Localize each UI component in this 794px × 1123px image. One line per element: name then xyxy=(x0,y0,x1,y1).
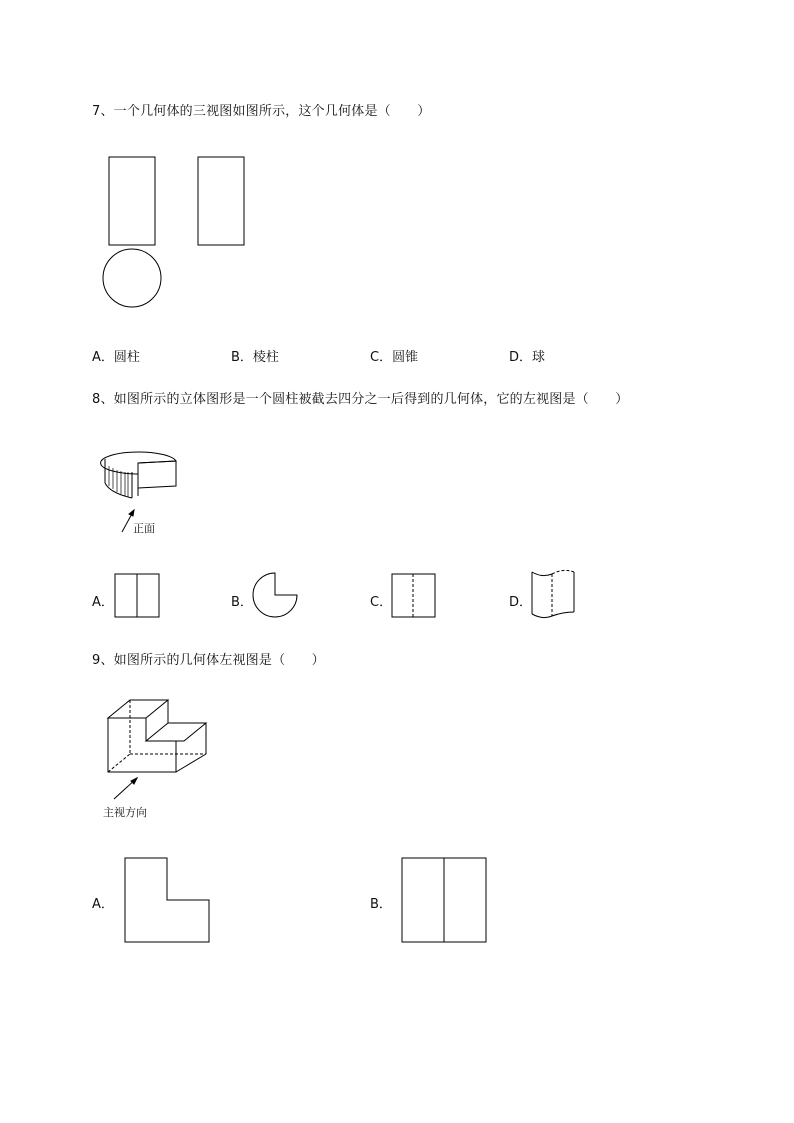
q7-side-view-rect xyxy=(198,157,244,245)
q7-option-a-text: 圆柱 xyxy=(113,350,140,365)
q7-option-a[interactable] xyxy=(92,346,140,365)
question-7-text: 7、一个几何体的三视图如图所示，这个几何体是（ ） xyxy=(92,104,431,119)
q8-option-a-letter[interactable]: A． xyxy=(92,595,114,610)
q7-option-c[interactable] xyxy=(370,346,418,365)
q9-option-b-figure[interactable] xyxy=(401,857,489,945)
q8-option-b-figure[interactable] xyxy=(252,572,300,620)
q8-figure-caption: 正面 xyxy=(133,522,155,535)
q9-option-a-figure[interactable] xyxy=(124,857,212,945)
q8-option-d-figure[interactable] xyxy=(530,568,578,622)
q7-option-b-text: 棱柱 xyxy=(252,350,279,365)
q8-option-b-letter[interactable]: B． xyxy=(231,595,253,610)
q9-figure-caption: 主视方向 xyxy=(103,806,147,819)
q7-option-c-text: 圆锥 xyxy=(392,350,419,365)
q7-option-c-letter: C． xyxy=(370,350,393,365)
q7-top-view-circle xyxy=(103,249,161,307)
q7-option-b[interactable] xyxy=(231,346,279,365)
q8-option-d-letter[interactable]: D． xyxy=(509,595,533,610)
q9-option-b-letter[interactable]: B． xyxy=(370,897,392,912)
q7-option-d[interactable] xyxy=(509,346,545,365)
q9-option-a-letter[interactable]: A． xyxy=(92,897,114,912)
q8-option-a-figure[interactable] xyxy=(114,573,160,619)
q7-three-view-figure xyxy=(100,155,250,310)
q7-option-a-letter: A． xyxy=(92,350,114,365)
q9-step-block-figure xyxy=(100,698,215,818)
question-9-text: 9、如图所示的几何体左视图是（ ） xyxy=(92,653,325,668)
question-8-text: 8、如图所示的立体图形是一个圆柱被截去四分之一后得到的几何体，它的左视图是（ ） xyxy=(92,392,629,407)
q7-option-d-letter: D． xyxy=(509,350,533,365)
q7-option-b-letter: B． xyxy=(231,350,253,365)
q8-option-c-figure[interactable] xyxy=(391,573,437,619)
q7-option-d-text: 球 xyxy=(532,350,546,365)
q7-front-view-rect xyxy=(109,157,155,245)
q8-option-c-letter[interactable]: C． xyxy=(370,595,393,610)
